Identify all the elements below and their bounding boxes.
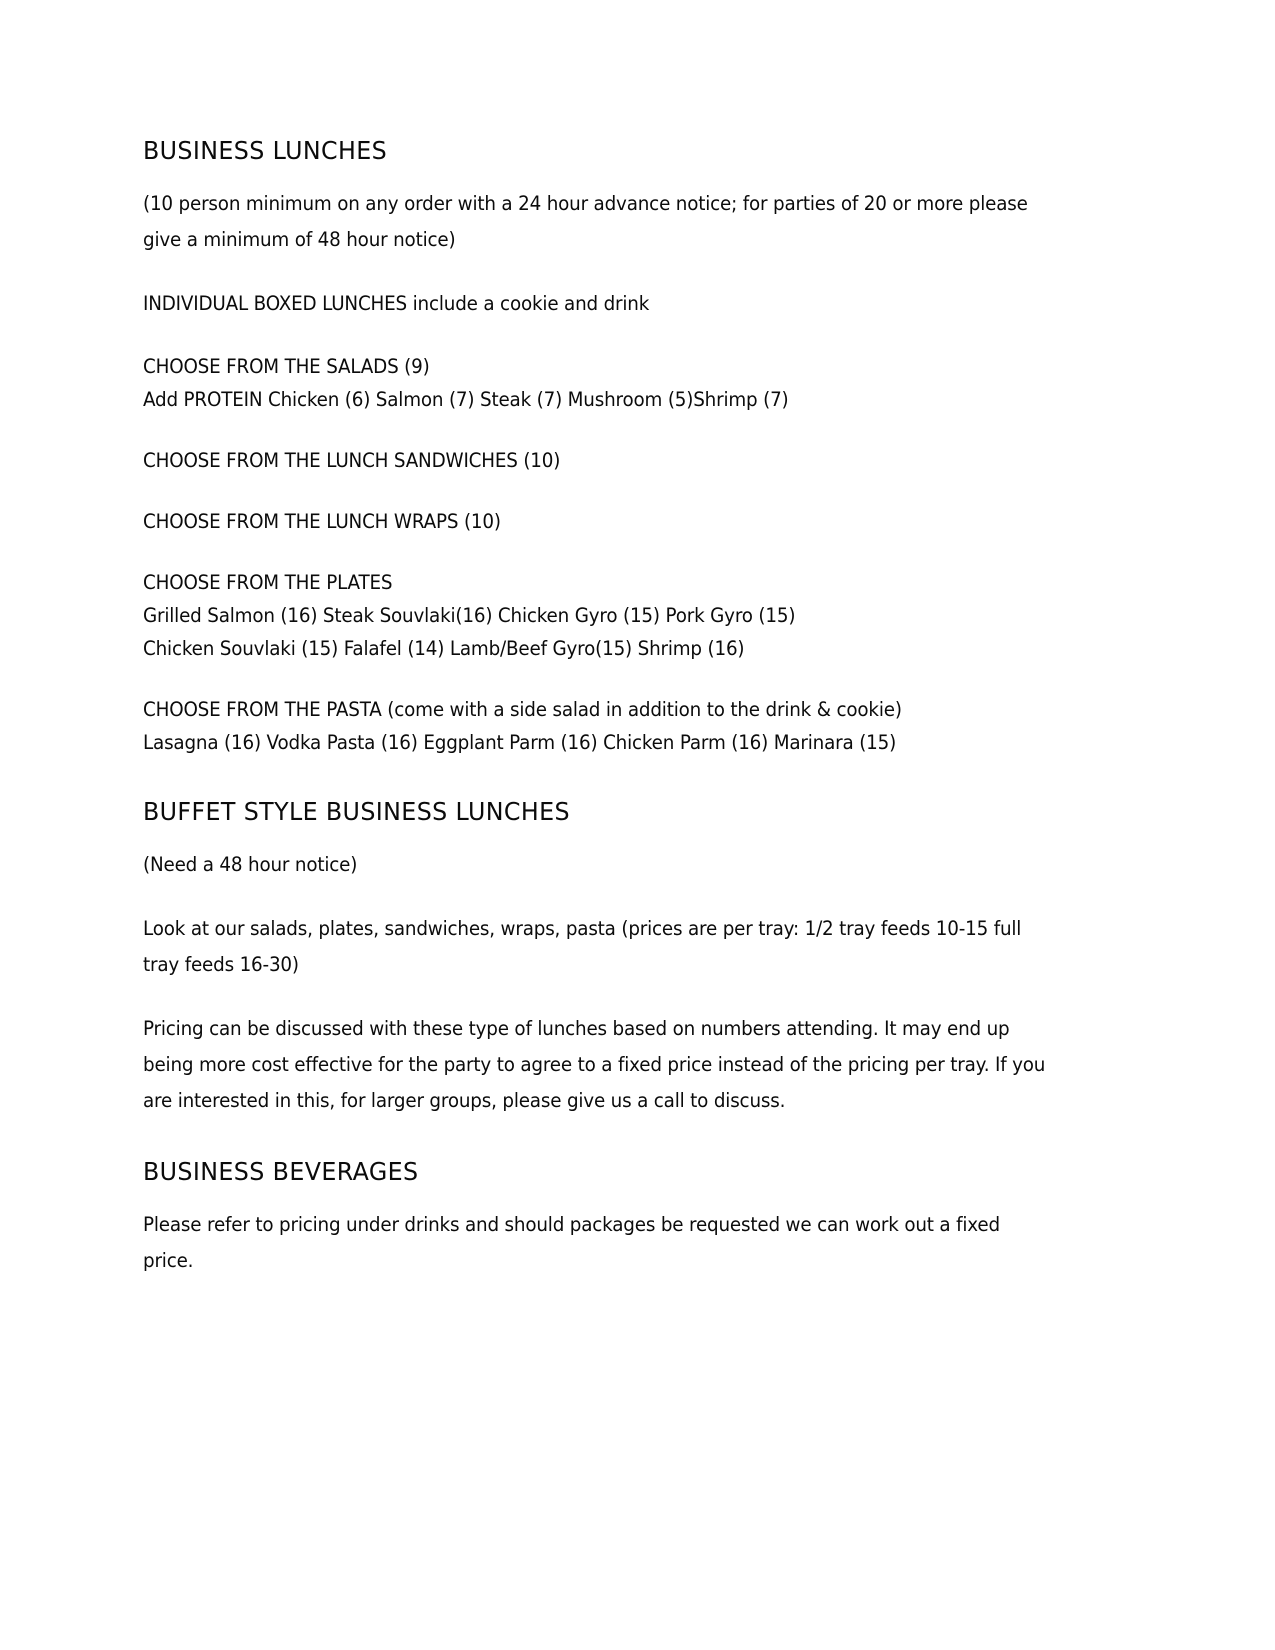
business-beverages-body: Please refer to pricing under drinks and should packages be requested we can work out a fixed price. <box>143 1213 1000 1272</box>
group-title-pasta: CHOOSE FROM THE PASTA (come with a side salad in addition to the drink & cookie) <box>143 698 902 721</box>
group-title-lunch-sandwiches: CHOOSE FROM THE LUNCH SANDWICHES (10) <box>143 449 561 472</box>
spacer <box>143 759 1103 793</box>
section-heading-business-beverages: BUSINESS BEVERAGES <box>143 1157 419 1186</box>
document-content <box>143 132 1103 1279</box>
group-items-pasta: Lasagna (16) Vodka Pasta (16) Eggplant Parm (16) Chicken Parm (16) Marinara (15) <box>143 731 897 754</box>
spacer <box>143 258 1103 286</box>
spacer <box>143 322 1103 350</box>
spacer <box>143 538 1103 566</box>
spacer <box>143 416 1103 444</box>
group-title-salads: CHOOSE FROM THE SALADS (9) <box>143 355 430 378</box>
spacer <box>143 831 1103 847</box>
group-items-plates-line1: Grilled Salmon (16) Steak Souvlaki(16) Chicken Gyro (15) Pork Gyro (15) <box>143 604 796 627</box>
buffet-style-pricing-discussion: Pricing can be discussed with these type of lunches based on numbers attending. It may end up being more cost effective for the party to agree to a fixed price instead of the pricing per tray. If you are interested in this, for larger groups, please give us a call to discuss. <box>143 1017 1046 1112</box>
buffet-style-note: (Need a 48 hour notice) <box>143 853 358 876</box>
group-title-plates: CHOOSE FROM THE PLATES <box>143 571 393 594</box>
section-buffet-style-business-lunches <box>143 793 1103 1119</box>
spacer <box>143 983 1103 1011</box>
spacer <box>143 170 1103 186</box>
spacer <box>143 477 1103 505</box>
group-title-lunch-wraps: CHOOSE FROM THE LUNCH WRAPS (10) <box>143 510 501 533</box>
spacer <box>143 883 1103 911</box>
menu-group-lunch-sandwiches <box>143 444 1103 477</box>
spacer <box>143 1119 1103 1153</box>
section-heading-business-lunches: BUSINESS LUNCHES <box>143 136 388 165</box>
buffet-style-tray-pricing: Look at our salads, plates, sandwiches, wraps, pasta (prices are per tray: 1/2 tray feeds 10-15 full tray feeds 16-30) <box>143 917 1022 976</box>
menu-group-pasta <box>143 693 1103 759</box>
spacer <box>143 665 1103 693</box>
spacer <box>143 1191 1103 1207</box>
group-items-salads: Add PROTEIN Chicken (6) Salmon (7) Steak (7) Mushroom (5)Shrimp (7) <box>143 388 789 411</box>
menu-group-lunch-wraps <box>143 505 1103 538</box>
menu-group-plates <box>143 566 1103 665</box>
business-lunches-note: (10 person minimum on any order with a 24 hour advance notice; for parties of 20 or more please give a minimum of 48 hour notice) <box>143 192 1028 251</box>
group-items-plates-line2: Chicken Souvlaki (15) Falafel (14) Lamb/Beef Gyro(15) Shrimp (16) <box>143 637 745 660</box>
section-business-lunches <box>143 132 1103 759</box>
section-business-beverages <box>143 1153 1103 1279</box>
menu-group-salads <box>143 350 1103 416</box>
individual-boxed-lunches-intro: INDIVIDUAL BOXED LUNCHES include a cookie and drink <box>143 292 650 315</box>
section-heading-buffet-style: BUFFET STYLE BUSINESS LUNCHES <box>143 797 570 826</box>
